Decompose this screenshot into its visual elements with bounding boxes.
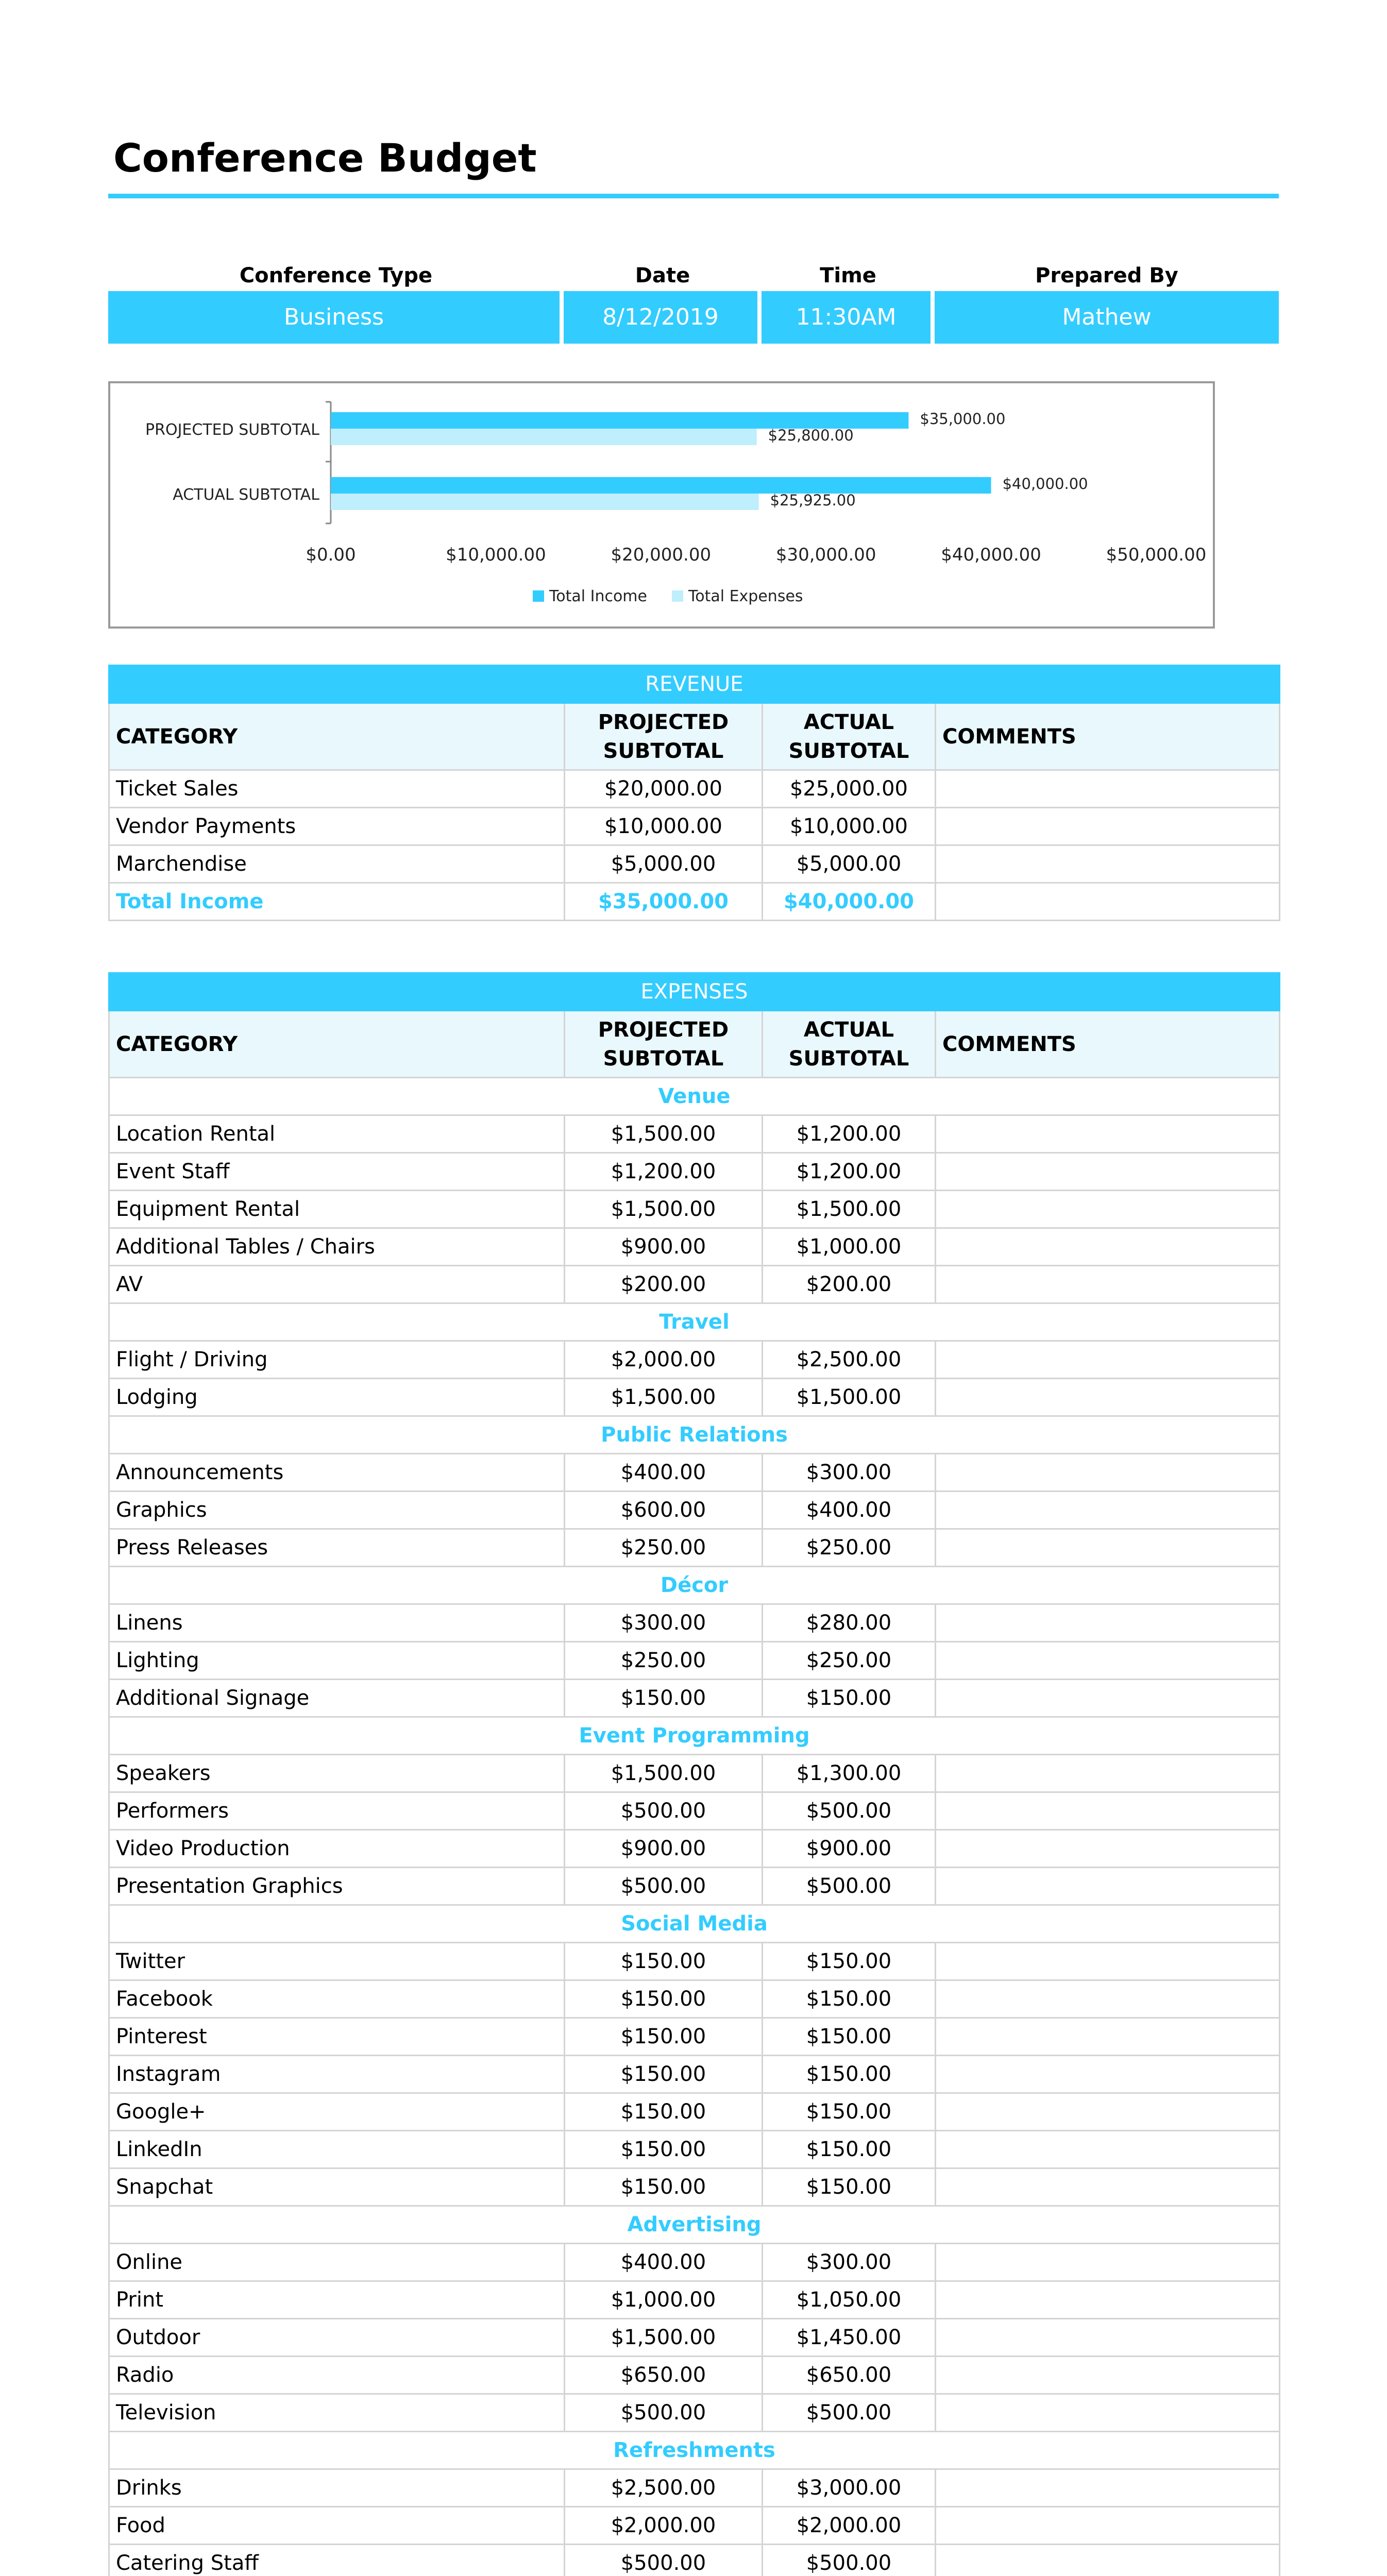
category-cell: Equipment Rental bbox=[109, 1191, 565, 1228]
actual-cell[interactable]: $150.00 bbox=[763, 2018, 936, 2056]
revenue-header-row bbox=[109, 703, 1280, 770]
table-row bbox=[109, 1642, 1280, 1680]
section-row bbox=[109, 1905, 1280, 1943]
table-row bbox=[109, 1266, 1280, 1303]
table-row bbox=[109, 2507, 1280, 2545]
comments-cell[interactable] bbox=[936, 1115, 1280, 1153]
projected-cell[interactable]: $250.00 bbox=[565, 1529, 763, 1567]
table-row bbox=[109, 1228, 1280, 1266]
section-row bbox=[109, 2206, 1280, 2244]
projected-cell[interactable]: $5,000.00 bbox=[565, 845, 763, 883]
comments-cell[interactable] bbox=[936, 845, 1280, 883]
projected-cell[interactable]: $150.00 bbox=[565, 1980, 763, 2018]
table-row bbox=[109, 2018, 1280, 2056]
actual-cell[interactable]: $200.00 bbox=[763, 1266, 936, 1303]
table-row bbox=[109, 2168, 1280, 2206]
actual-cell[interactable]: $400.00 bbox=[763, 1492, 936, 1529]
table-row bbox=[109, 2469, 1280, 2507]
actual-cell[interactable]: $150.00 bbox=[763, 2093, 936, 2131]
table-row bbox=[109, 2357, 1280, 2394]
category-cell: Drinks bbox=[109, 2469, 565, 2507]
section-title: Venue bbox=[109, 1078, 1280, 1115]
section-title: Refreshments bbox=[109, 2432, 1280, 2469]
table-row bbox=[109, 1680, 1280, 1717]
comments-cell[interactable] bbox=[936, 1266, 1280, 1303]
actual-cell[interactable]: $2,000.00 bbox=[763, 2507, 936, 2545]
category-header: CATEGORY bbox=[109, 1011, 565, 1078]
projected-cell[interactable]: $1,500.00 bbox=[565, 2319, 763, 2357]
projected-cell[interactable]: $500.00 bbox=[565, 2545, 763, 2576]
category-cell: Outdoor bbox=[109, 2319, 565, 2357]
table-row bbox=[109, 1191, 1280, 1228]
prepared-by-value[interactable]: Mathew bbox=[935, 291, 1279, 344]
projected-cell[interactable]: $20,000.00 bbox=[565, 770, 763, 808]
comments-cell[interactable] bbox=[936, 1191, 1280, 1228]
category-cell: Announcements bbox=[109, 1454, 565, 1492]
table-row bbox=[109, 2244, 1280, 2281]
section-row bbox=[109, 1717, 1280, 1755]
actual-cell[interactable]: $1,000.00 bbox=[763, 1228, 936, 1266]
projected-cell[interactable]: $150.00 bbox=[565, 1680, 763, 1717]
category-cell: Marchendise bbox=[109, 845, 565, 883]
section-row bbox=[109, 1303, 1280, 1341]
total-income-projected: $35,000.00 bbox=[565, 883, 763, 921]
table-row bbox=[109, 1792, 1280, 1830]
revenue-banner: REVENUE bbox=[109, 666, 1280, 703]
x-tick-label: $10,000.00 bbox=[446, 545, 546, 565]
category-cell: Video Production bbox=[109, 1830, 565, 1868]
x-tick-label: $50,000.00 bbox=[1106, 545, 1207, 565]
projected-cell[interactable]: $600.00 bbox=[565, 1492, 763, 1529]
actual-cell[interactable]: $1,200.00 bbox=[763, 1115, 936, 1153]
table-row bbox=[109, 1454, 1280, 1492]
projected-cell[interactable]: $150.00 bbox=[565, 2168, 763, 2206]
comments-cell[interactable] bbox=[936, 2394, 1280, 2432]
projected-cell[interactable]: $1,000.00 bbox=[565, 2281, 763, 2319]
table-row bbox=[109, 2394, 1280, 2432]
category-cell: Twitter bbox=[109, 1943, 565, 1980]
actual-cell[interactable]: $300.00 bbox=[763, 1454, 936, 1492]
projected-cell[interactable]: $150.00 bbox=[565, 2056, 763, 2093]
comments-cell[interactable] bbox=[936, 1379, 1280, 1416]
comments-cell[interactable] bbox=[936, 1341, 1280, 1379]
data-label: $35,000.00 bbox=[920, 410, 1006, 428]
table-row bbox=[109, 808, 1280, 845]
bar bbox=[331, 477, 991, 494]
projected-cell[interactable]: $500.00 bbox=[565, 2394, 763, 2432]
table-row bbox=[109, 1115, 1280, 1153]
comments-cell[interactable] bbox=[936, 1492, 1280, 1529]
category-cell: Online bbox=[109, 2244, 565, 2281]
legend-swatch bbox=[533, 590, 544, 602]
x-tick-label: $0.00 bbox=[306, 545, 356, 565]
comments-cell[interactable] bbox=[936, 2545, 1280, 2576]
time-label: Time bbox=[820, 264, 876, 287]
projected-subtotal-header: PROJECTED SUBTOTAL bbox=[565, 703, 763, 770]
projected-cell[interactable]: $650.00 bbox=[565, 2357, 763, 2394]
category-header: CATEGORY bbox=[109, 703, 565, 770]
section-row bbox=[109, 1416, 1280, 1454]
projected-cell[interactable]: $150.00 bbox=[565, 2018, 763, 2056]
table-row bbox=[109, 845, 1280, 883]
comments-cell[interactable] bbox=[936, 2319, 1280, 2357]
actual-cell[interactable]: $25,000.00 bbox=[763, 770, 936, 808]
comments-cell[interactable] bbox=[936, 1642, 1280, 1680]
actual-cell[interactable]: $500.00 bbox=[763, 2545, 936, 2576]
actual-cell[interactable]: $1,300.00 bbox=[763, 1755, 936, 1792]
conference-type-value[interactable]: Business bbox=[108, 291, 564, 344]
title-underline bbox=[108, 194, 1279, 198]
data-label: $40,000.00 bbox=[1002, 475, 1088, 493]
table-row bbox=[109, 2056, 1280, 2093]
comments-cell[interactable] bbox=[936, 1943, 1280, 1980]
category-cell: Snapchat bbox=[109, 2168, 565, 2206]
comments-cell[interactable] bbox=[936, 1529, 1280, 1567]
comments-cell[interactable] bbox=[936, 2168, 1280, 2206]
projected-cell[interactable]: $250.00 bbox=[565, 1642, 763, 1680]
table-row bbox=[109, 2319, 1280, 2357]
comments-cell[interactable] bbox=[936, 1153, 1280, 1191]
x-tick-label: $30,000.00 bbox=[775, 545, 876, 565]
actual-cell[interactable]: $1,450.00 bbox=[763, 2319, 936, 2357]
comments-cell[interactable] bbox=[936, 2507, 1280, 2545]
comments-cell[interactable] bbox=[936, 2018, 1280, 2056]
table-row bbox=[109, 1755, 1280, 1792]
info-labels bbox=[108, 260, 1279, 291]
page-title: Conference Budget bbox=[113, 135, 537, 181]
conference-info bbox=[108, 260, 1279, 344]
comments-cell[interactable] bbox=[936, 1228, 1280, 1266]
actual-cell[interactable]: $280.00 bbox=[763, 1604, 936, 1642]
actual-cell[interactable]: $500.00 bbox=[763, 1868, 936, 1905]
category-cell: Food bbox=[109, 2507, 565, 2545]
comments-cell[interactable] bbox=[936, 2056, 1280, 2093]
table-row bbox=[109, 1830, 1280, 1868]
data-label: $25,925.00 bbox=[770, 492, 856, 509]
category-cell: Facebook bbox=[109, 1980, 565, 2018]
total-income-row bbox=[109, 883, 1280, 921]
actual-cell[interactable]: $1,200.00 bbox=[763, 1153, 936, 1191]
section-row bbox=[109, 2432, 1280, 2469]
projected-cell[interactable]: $900.00 bbox=[565, 1830, 763, 1868]
actual-cell[interactable]: $1,500.00 bbox=[763, 1379, 936, 1416]
date-value[interactable]: 8/12/2019 bbox=[564, 291, 762, 344]
category-cell: Additional Signage bbox=[109, 1680, 565, 1717]
actual-cell[interactable]: $150.00 bbox=[763, 1680, 936, 1717]
comments-header: COMMENTS bbox=[936, 703, 1280, 770]
table-row bbox=[109, 2131, 1280, 2168]
comments-cell[interactable] bbox=[936, 1830, 1280, 1868]
legend-label: Total Income bbox=[549, 587, 647, 605]
x-tick-label: $20,000.00 bbox=[611, 545, 712, 565]
category-cell: Television bbox=[109, 2394, 565, 2432]
category-cell: Google+ bbox=[109, 2093, 565, 2131]
projected-cell[interactable]: $900.00 bbox=[565, 1228, 763, 1266]
actual-cell[interactable]: $150.00 bbox=[763, 2168, 936, 2206]
expenses-header-row bbox=[109, 1011, 1280, 1078]
comments-cell[interactable] bbox=[936, 2093, 1280, 2131]
total-income-actual: $40,000.00 bbox=[763, 883, 936, 921]
actual-subtotal-header: ACTUAL SUBTOTAL bbox=[763, 703, 936, 770]
projected-cell[interactable]: $1,200.00 bbox=[565, 1153, 763, 1191]
info-values bbox=[108, 291, 1279, 344]
category-cell: Print bbox=[109, 2281, 565, 2319]
comments-cell[interactable] bbox=[936, 2469, 1280, 2507]
actual-cell[interactable]: $300.00 bbox=[763, 2244, 936, 2281]
category-label: ACTUAL SUBTOTAL bbox=[173, 486, 319, 504]
actual-cell[interactable]: $500.00 bbox=[763, 2394, 936, 2432]
category-cell: Flight / Driving bbox=[109, 1341, 565, 1379]
actual-cell[interactable]: $2,500.00 bbox=[763, 1341, 936, 1379]
bar bbox=[331, 494, 759, 510]
comments-cell[interactable] bbox=[936, 2281, 1280, 2319]
table-row bbox=[109, 1980, 1280, 2018]
projected-cell[interactable]: $500.00 bbox=[565, 1868, 763, 1905]
category-label: PROJECTED SUBTOTAL bbox=[145, 421, 319, 439]
table-row bbox=[109, 2281, 1280, 2319]
table-row bbox=[109, 2545, 1280, 2576]
category-cell: Graphics bbox=[109, 1492, 565, 1529]
comments-cell[interactable] bbox=[936, 1868, 1280, 1905]
projected-cell[interactable]: $1,500.00 bbox=[565, 1379, 763, 1416]
table-row bbox=[109, 2093, 1280, 2131]
comments-cell[interactable] bbox=[936, 1755, 1280, 1792]
actual-cell[interactable]: $5,000.00 bbox=[763, 845, 936, 883]
bar bbox=[331, 429, 757, 445]
comments-cell[interactable] bbox=[936, 2357, 1280, 2394]
projected-cell[interactable]: $400.00 bbox=[565, 1454, 763, 1492]
category-cell: Location Rental bbox=[109, 1115, 565, 1153]
section-row bbox=[109, 1567, 1280, 1604]
category-cell: Catering Staff bbox=[109, 2545, 565, 2576]
legend-swatch bbox=[672, 590, 683, 602]
conference-type-label: Conference Type bbox=[239, 264, 433, 287]
actual-cell[interactable]: $150.00 bbox=[763, 1980, 936, 2018]
comments-cell[interactable] bbox=[936, 770, 1280, 808]
comments-cell[interactable] bbox=[936, 1680, 1280, 1717]
projected-cell[interactable]: $150.00 bbox=[565, 2131, 763, 2168]
revenue-table bbox=[108, 665, 1280, 921]
projected-cell[interactable]: $1,500.00 bbox=[565, 1115, 763, 1153]
prepared-by-label: Prepared By bbox=[1035, 264, 1178, 287]
projected-subtotal-header: PROJECTED SUBTOTAL bbox=[565, 1011, 763, 1078]
expenses-banner: EXPENSES bbox=[109, 973, 1280, 1011]
comments-cell[interactable] bbox=[936, 1792, 1280, 1830]
actual-cell[interactable]: $1,050.00 bbox=[763, 2281, 936, 2319]
actual-cell[interactable]: $150.00 bbox=[763, 1943, 936, 1980]
section-title: Event Programming bbox=[109, 1717, 1280, 1755]
category-cell: Instagram bbox=[109, 2056, 565, 2093]
actual-cell[interactable]: $3,000.00 bbox=[763, 2469, 936, 2507]
budget-chart bbox=[108, 381, 1215, 629]
section-title: Travel bbox=[109, 1303, 1280, 1341]
projected-cell[interactable]: $2,000.00 bbox=[565, 1341, 763, 1379]
table-row bbox=[109, 1379, 1280, 1416]
section-title: Décor bbox=[109, 1567, 1280, 1604]
table-row bbox=[109, 770, 1280, 808]
section-row bbox=[109, 1078, 1280, 1115]
time-value[interactable]: 11:30AM bbox=[762, 291, 935, 344]
comments-header: COMMENTS bbox=[936, 1011, 1280, 1078]
table-row bbox=[109, 1341, 1280, 1379]
expenses-table bbox=[108, 972, 1280, 2576]
legend-label: Total Expenses bbox=[688, 587, 803, 605]
actual-cell[interactable]: $150.00 bbox=[763, 2056, 936, 2093]
comments-cell[interactable] bbox=[936, 2244, 1280, 2281]
total-income-label: Total Income bbox=[109, 883, 565, 921]
projected-cell[interactable]: $500.00 bbox=[565, 1792, 763, 1830]
table-row bbox=[109, 1492, 1280, 1529]
category-cell: Presentation Graphics bbox=[109, 1868, 565, 1905]
category-cell: Performers bbox=[109, 1792, 565, 1830]
table-row bbox=[109, 1604, 1280, 1642]
revenue-banner-row bbox=[109, 666, 1280, 703]
actual-cell[interactable]: $150.00 bbox=[763, 2131, 936, 2168]
actual-cell[interactable]: $500.00 bbox=[763, 1792, 936, 1830]
comments-cell[interactable] bbox=[936, 2131, 1280, 2168]
comments-cell[interactable] bbox=[936, 1980, 1280, 2018]
budget-chart-svg bbox=[110, 383, 1213, 626]
expenses-banner-row bbox=[109, 973, 1280, 1011]
projected-cell[interactable]: $150.00 bbox=[565, 2093, 763, 2131]
actual-cell[interactable]: $650.00 bbox=[763, 2357, 936, 2394]
projected-cell[interactable]: $1,500.00 bbox=[565, 1191, 763, 1228]
date-label: Date bbox=[635, 264, 690, 287]
comments-cell[interactable] bbox=[936, 1454, 1280, 1492]
section-title: Advertising bbox=[109, 2206, 1280, 2244]
category-cell: Radio bbox=[109, 2357, 565, 2394]
actual-cell[interactable]: $10,000.00 bbox=[763, 808, 936, 845]
comments-cell[interactable] bbox=[936, 808, 1280, 845]
total-income-comments[interactable] bbox=[936, 883, 1280, 921]
projected-cell[interactable]: $2,500.00 bbox=[565, 2469, 763, 2507]
table-row bbox=[109, 1529, 1280, 1567]
category-cell: Pinterest bbox=[109, 2018, 565, 2056]
table-row bbox=[109, 1868, 1280, 1905]
section-title: Public Relations bbox=[109, 1416, 1280, 1454]
actual-cell[interactable]: $900.00 bbox=[763, 1830, 936, 1868]
category-cell: Vendor Payments bbox=[109, 808, 565, 845]
table-row bbox=[109, 1153, 1280, 1191]
category-cell: Linens bbox=[109, 1604, 565, 1642]
projected-cell[interactable]: $400.00 bbox=[565, 2244, 763, 2281]
actual-cell[interactable]: $250.00 bbox=[763, 1642, 936, 1680]
category-cell: Event Staff bbox=[109, 1153, 565, 1191]
category-cell: Lighting bbox=[109, 1642, 565, 1680]
actual-subtotal-header: ACTUAL SUBTOTAL bbox=[763, 1011, 936, 1078]
category-cell: AV bbox=[109, 1266, 565, 1303]
projected-cell[interactable]: $10,000.00 bbox=[565, 808, 763, 845]
category-cell: Additional Tables / Chairs bbox=[109, 1228, 565, 1266]
section-title: Social Media bbox=[109, 1905, 1280, 1943]
category-cell: Speakers bbox=[109, 1755, 565, 1792]
category-cell: LinkedIn bbox=[109, 2131, 565, 2168]
comments-cell[interactable] bbox=[936, 1604, 1280, 1642]
category-cell: Ticket Sales bbox=[109, 770, 565, 808]
projected-cell[interactable]: $150.00 bbox=[565, 1943, 763, 1980]
projected-cell[interactable]: $2,000.00 bbox=[565, 2507, 763, 2545]
table-row bbox=[109, 1943, 1280, 1980]
category-cell: Press Releases bbox=[109, 1529, 565, 1567]
x-tick-label: $40,000.00 bbox=[941, 545, 1041, 565]
data-label: $25,800.00 bbox=[768, 427, 854, 444]
projected-cell[interactable]: $1,500.00 bbox=[565, 1755, 763, 1792]
actual-cell[interactable]: $250.00 bbox=[763, 1529, 936, 1567]
projected-cell[interactable]: $300.00 bbox=[565, 1604, 763, 1642]
actual-cell[interactable]: $1,500.00 bbox=[763, 1191, 936, 1228]
projected-cell[interactable]: $200.00 bbox=[565, 1266, 763, 1303]
category-cell: Lodging bbox=[109, 1379, 565, 1416]
